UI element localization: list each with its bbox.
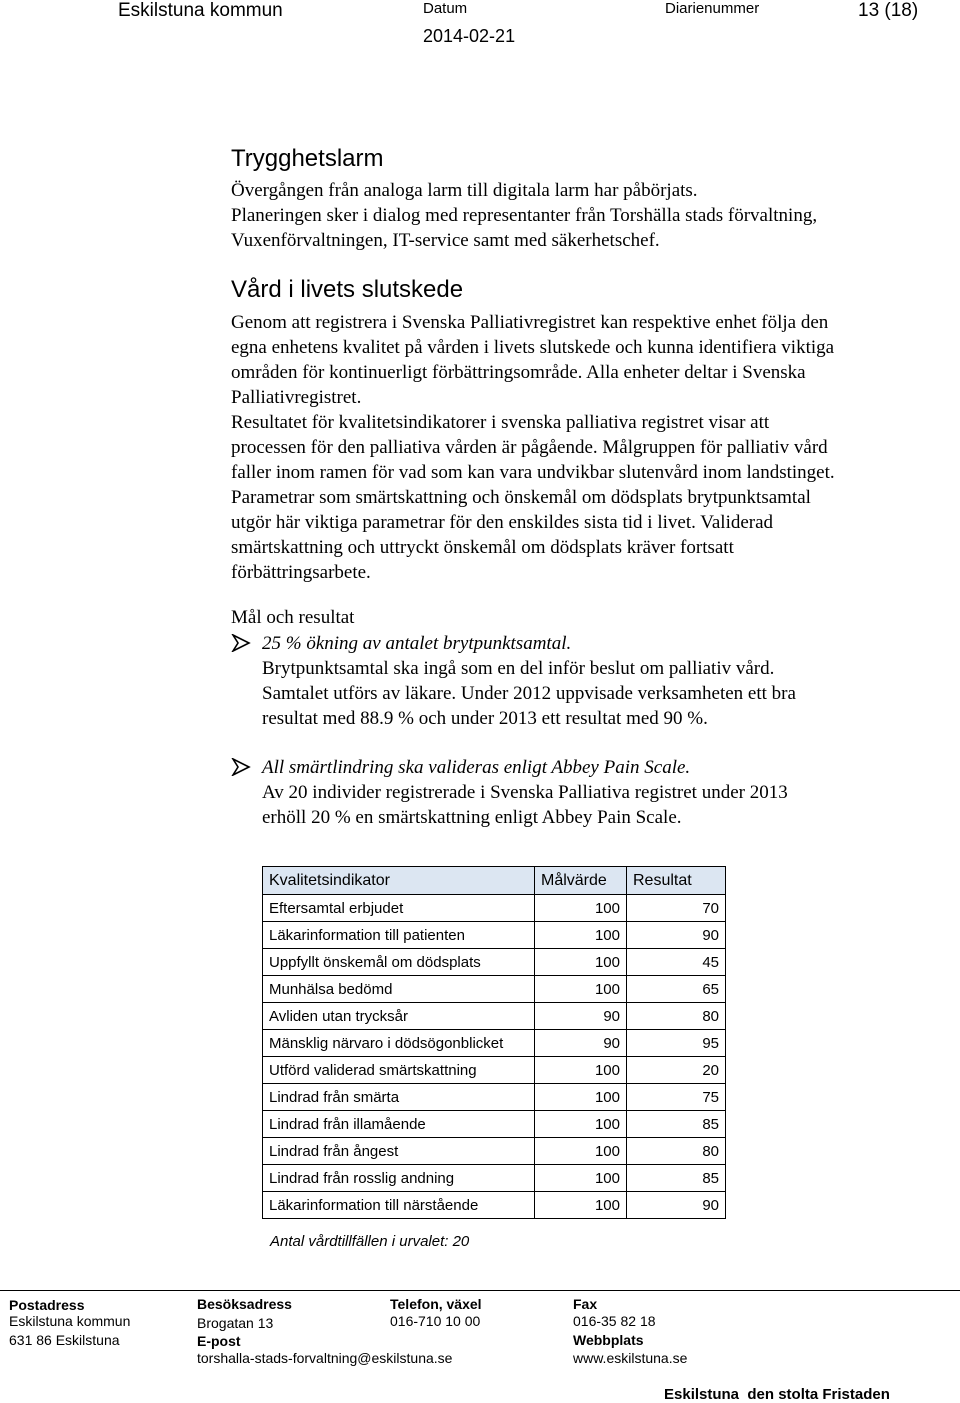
cell-target: 100 (535, 949, 627, 976)
table-row (263, 895, 726, 922)
arrow-bullet-icon (231, 634, 251, 652)
cell-target: 100 (535, 1165, 627, 1192)
paragraph-line: egna enhetens kvalitet på vården i livets slutskede och kunna identifiera viktiga (231, 337, 835, 358)
cell-target: 100 (535, 1138, 627, 1165)
goal-title: 25 % ökning av antalet brytpunktsamtal. (262, 633, 572, 654)
header-date-label: Datum (423, 0, 468, 17)
goals-heading: Mål och resultat (231, 607, 355, 628)
paragraph-line: Parametrar som smärtskattning och önskemål om dödsplats brytpunktsamtal (231, 487, 811, 508)
paragraph-line: Resultatet för kvalitetsindikatorer i svenska palliativa registret visar att (231, 412, 770, 433)
goal-body-line: resultat med 88.9 % och under 2013 ett resultat med 90 %. (262, 708, 708, 729)
cell-indicator: Utförd validerad smärtskattning (263, 1057, 535, 1084)
paragraph-line: Övergången från analoga larm till digitala larm har påbörjats. (231, 180, 698, 201)
table-row (263, 1138, 726, 1165)
footer-besoksadress-label: Besöksadress (197, 1296, 292, 1312)
footer-webbplats-label: Webbplats (573, 1332, 644, 1348)
table-row (263, 976, 726, 1003)
table-row (263, 1084, 726, 1111)
cell-result: 85 (627, 1165, 726, 1192)
cell-indicator: Eftersamtal erbjudet (263, 895, 535, 922)
paragraph-line: Palliativregistret. (231, 387, 362, 408)
cell-result: 20 (627, 1057, 726, 1084)
footer-postadress-line: Eskilstuna kommun (9, 1313, 131, 1329)
paragraph-line: Genom att registrera i Svenska Palliativregistret kan respektive enhet följa den (231, 312, 829, 333)
header-date: 2014-02-21 (423, 26, 516, 46)
cell-result: 90 (627, 1192, 726, 1219)
footer-epost-value[interactable]: torshalla-stads-forvaltning@eskilstuna.se (197, 1350, 453, 1366)
cell-result: 75 (627, 1084, 726, 1111)
section-title-trygghetslarm: Trygghetslarm (231, 145, 384, 172)
table-row (263, 1057, 726, 1084)
table-note: Antal vårdtillfällen i urvalet: 20 (270, 1233, 470, 1250)
paragraph-line: Planeringen sker i dialog med representanter från Torshälla stads förvaltning, (231, 205, 818, 226)
footer-divider (0, 1290, 960, 1291)
cell-target: 100 (535, 1111, 627, 1138)
footer-telefon-value: 016-710 10 00 (390, 1313, 481, 1329)
footer-postadress-line: 631 86 Eskilstuna (9, 1332, 120, 1348)
cell-target: 100 (535, 1192, 627, 1219)
table-header-row (263, 867, 726, 895)
cell-target: 100 (535, 895, 627, 922)
cell-indicator: Munhälsa bedömd (263, 976, 535, 1003)
goal-body-line: Samtalet utförs av läkare. Under 2012 uppvisade verksamheten ett bra (262, 683, 796, 704)
cell-indicator: Läkarinformation till närstående (263, 1192, 535, 1219)
table-row (263, 949, 726, 976)
header-diarienummer-label: Diarienummer (665, 0, 760, 17)
cell-indicator: Lindrad från illamående (263, 1111, 535, 1138)
paragraph-line: förbättringsarbete. (231, 562, 371, 583)
cell-indicator: Läkarinformation till patienten (263, 922, 535, 949)
column-header-target: Målvärde (535, 867, 627, 895)
cell-target: 100 (535, 976, 627, 1003)
cell-result: 45 (627, 949, 726, 976)
footer-postadress-label: Postadress (9, 1297, 85, 1313)
cell-result: 80 (627, 1003, 726, 1030)
cell-indicator: Uppfyllt önskemål om dödsplats (263, 949, 535, 976)
cell-indicator: Lindrad från ångest (263, 1138, 535, 1165)
table-row (263, 1003, 726, 1030)
cell-result: 95 (627, 1030, 726, 1057)
cell-indicator: Lindrad från rosslig andning (263, 1165, 535, 1192)
paragraph-line: smärtskattning och uttryckt önskemål om dödsplats kräver fortsatt (231, 537, 734, 558)
cell-result: 80 (627, 1138, 726, 1165)
cell-target: 90 (535, 1003, 627, 1030)
goal-title: All smärtlindring ska valideras enligt Abbey Pain Scale. (262, 757, 691, 778)
cell-result: 65 (627, 976, 726, 1003)
table-row (263, 1030, 726, 1057)
table-row (263, 1111, 726, 1138)
goal-body-line: Av 20 individer registrerade i Svenska Palliativa registret under 2013 (262, 782, 788, 803)
footer-epost-label: E-post (197, 1333, 241, 1349)
paragraph-line: Vuxenförvaltningen, IT-service samt med säkerhetschef. (231, 230, 660, 251)
table-row (263, 1192, 726, 1219)
paragraph-line: områden för kontinuerligt förbättringsområde. Alla enheter deltar i Svenska (231, 362, 806, 383)
cell-result: 85 (627, 1111, 726, 1138)
footer-slogan: Eskilstuna den stolta Fristaden (664, 1386, 890, 1403)
table-row (263, 922, 726, 949)
cell-target: 90 (535, 1030, 627, 1057)
cell-target: 100 (535, 1057, 627, 1084)
cell-result: 70 (627, 895, 726, 922)
cell-indicator: Lindrad från smärta (263, 1084, 535, 1111)
section-title-vard-i-livets-slutskede: Vård i livets slutskede (231, 276, 464, 303)
quality-indicator-table (262, 866, 726, 1219)
table-row (263, 1165, 726, 1192)
paragraph-line: faller inom ramen för vad som kan vara undvikbar slutenvård inom landstinget. (231, 462, 835, 483)
column-header-result: Resultat (627, 867, 726, 895)
paragraph-line: utgör här viktiga parametrar för den enskildes sista tid i livet. Validerad (231, 512, 774, 533)
header-page-number: 13 (18) (858, 0, 919, 21)
footer-fax-value: 016-35 82 18 (573, 1313, 656, 1329)
goal-body-line: Brytpunktsamtal ska ingå som en del inför beslut om palliativ vård. (262, 658, 775, 679)
footer-fax-label: Fax (573, 1296, 598, 1312)
footer-besoksadress-value: Brogatan 13 (197, 1315, 274, 1331)
paragraph-line: processen för den palliativa vården är pågående. Målgruppen för palliativ vård (231, 437, 828, 458)
cell-target: 100 (535, 922, 627, 949)
cell-indicator: Mänsklig närvaro i dödsögonblicket (263, 1030, 535, 1057)
goal-body-line: erhöll 20 % en smärtskattning enligt Abbey Pain Scale. (262, 807, 682, 828)
column-header-indicator: Kvalitetsindikator (263, 867, 535, 895)
footer-webbplats-value[interactable]: www.eskilstuna.se (573, 1350, 688, 1366)
cell-result: 90 (627, 922, 726, 949)
cell-target: 100 (535, 1084, 627, 1111)
footer-telefon-label: Telefon, växel (390, 1296, 482, 1312)
header-organization: Eskilstuna kommun (118, 0, 283, 21)
cell-indicator: Avliden utan trycksår (263, 1003, 535, 1030)
arrow-bullet-icon (231, 758, 251, 776)
